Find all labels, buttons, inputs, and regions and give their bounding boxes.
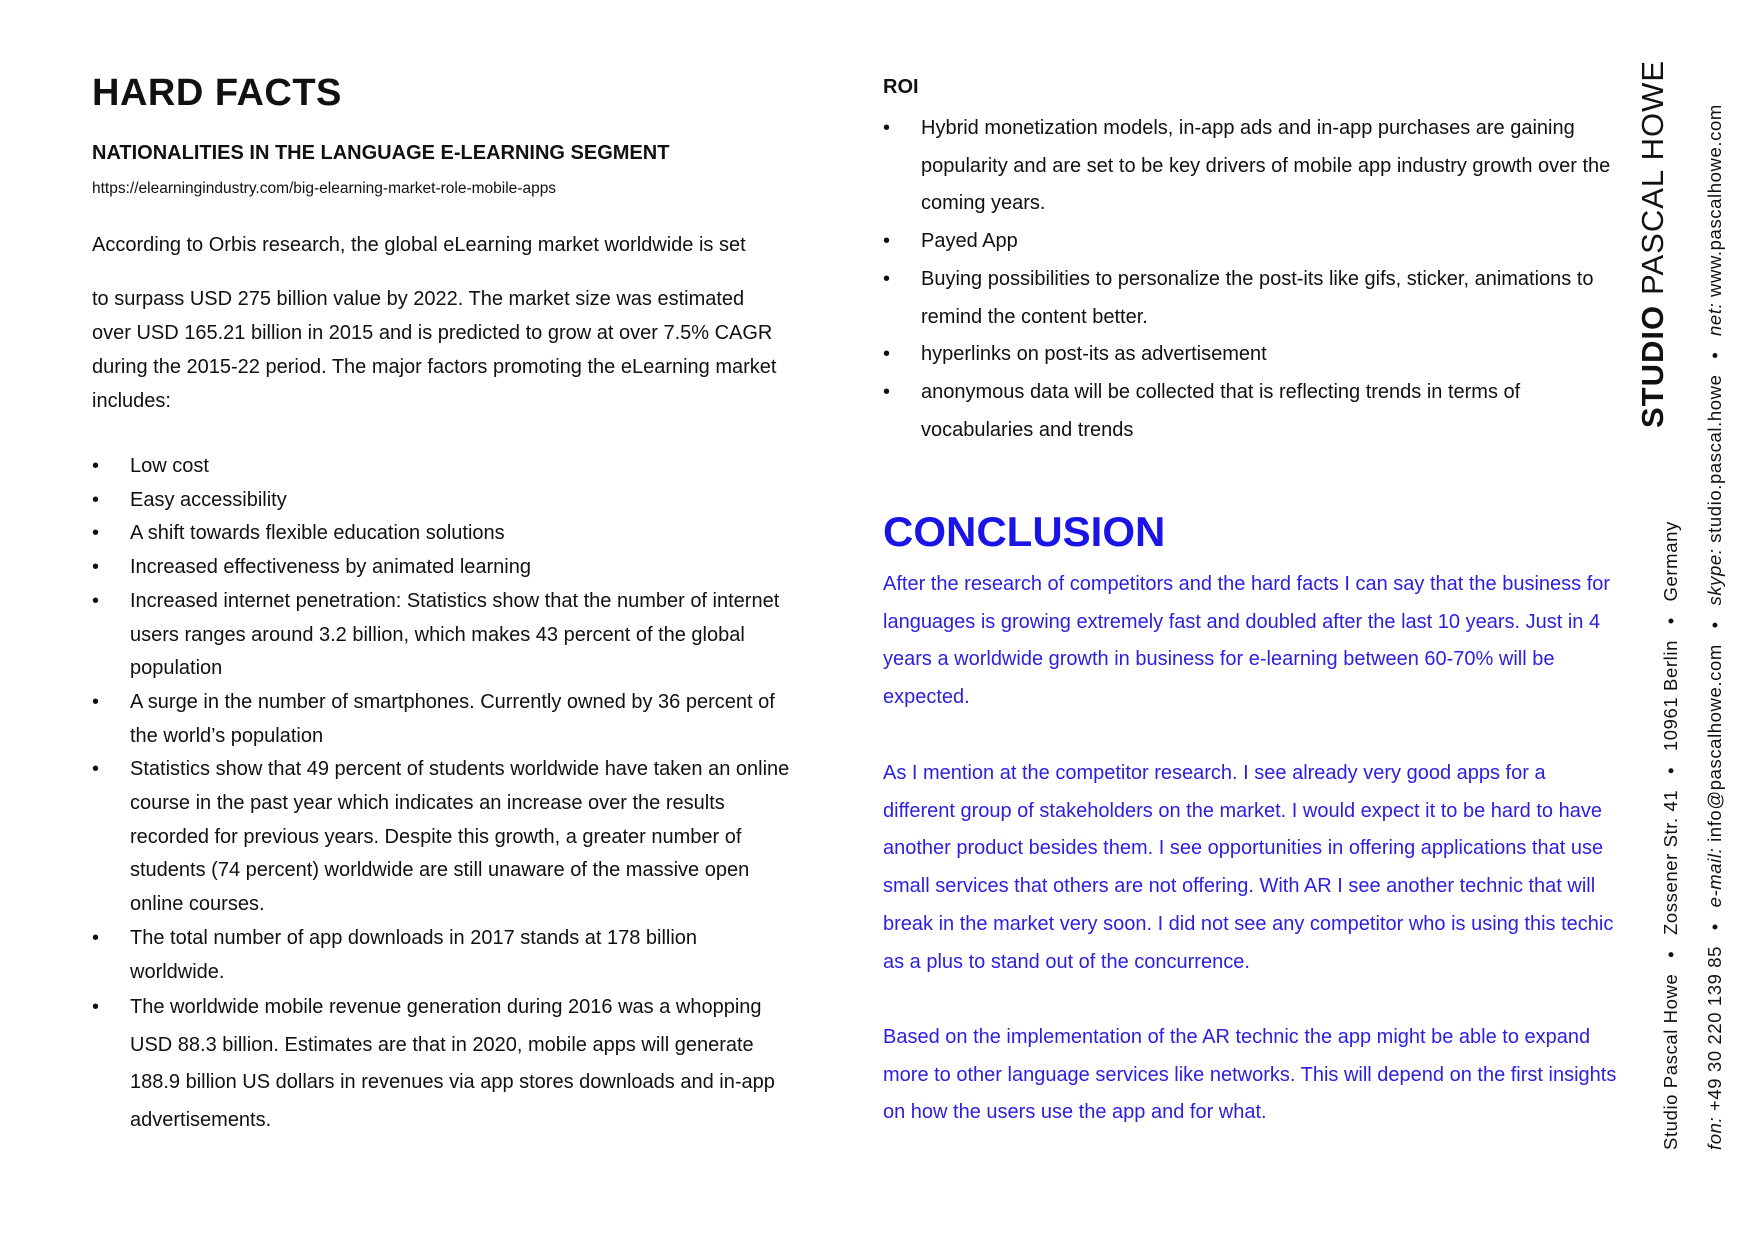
list-item: • A surge in the number of smartphones. Currently owned by 36 percent of the world’s population bbox=[92, 686, 792, 753]
separator-dot: • bbox=[1660, 617, 1681, 625]
list-item: • Low cost bbox=[92, 450, 792, 484]
address-street: Zossener Str. 41 bbox=[1660, 789, 1681, 936]
list-item: • A shift towards flexible education solutions bbox=[92, 517, 792, 551]
bullet-icon: • bbox=[92, 522, 100, 545]
separator-dot: • bbox=[1704, 351, 1725, 359]
address-city: 10961 Berlin bbox=[1660, 640, 1681, 752]
roi-list bbox=[883, 110, 1623, 449]
list-item: • The total number of app downloads in 2017 stands at 178 billion worldwide. bbox=[92, 922, 792, 989]
address-country: Germany bbox=[1660, 521, 1681, 602]
fon-label: fon: bbox=[1704, 1116, 1725, 1150]
list-item: • Statistics show that 49 percent of students worldwide have taken an online course in the past year which indicates an increase over the results recorded for previous years. Despite this growth, a greater number of students (74 percent) worldwide are still unaware of the massive open online courses. bbox=[92, 753, 792, 922]
separator-dot: • bbox=[1660, 950, 1681, 958]
separator-dot: • bbox=[1704, 923, 1725, 931]
bullet-icon: • bbox=[92, 758, 100, 781]
brand-bold: STUDIO bbox=[1635, 304, 1670, 428]
bullet-icon: • bbox=[92, 589, 100, 612]
studio-address bbox=[1660, 521, 1682, 1150]
studio-brand bbox=[1635, 60, 1671, 428]
email-value[interactable]: info@pascalhowe.com bbox=[1704, 644, 1725, 842]
hard-facts-title: HARD FACTS bbox=[92, 72, 342, 114]
skype-value[interactable]: studio.pascal.howe bbox=[1704, 374, 1725, 543]
address-name: Studio Pascal Howe bbox=[1660, 973, 1681, 1150]
conclusion-heading: CONCLUSION bbox=[883, 508, 1166, 555]
roi-heading: ROI bbox=[883, 76, 919, 98]
segment-subtitle: NATIONALITIES IN THE LANGUAGE E-LEARNING SEGMENT bbox=[92, 142, 670, 164]
list-item: • Increased effectiveness by animated learning bbox=[92, 551, 792, 585]
bullet-icon: • bbox=[92, 690, 100, 713]
list-item: • anonymous data will be collected that is reflecting trends in terms of vocabularies and trends bbox=[883, 374, 1623, 449]
source-link[interactable]: https://elearningindustry.com/big-elearning-market-role-mobile-apps bbox=[92, 180, 557, 197]
list-item: • hyperlinks on post-its as advertisement bbox=[883, 336, 1623, 374]
net-value[interactable]: www.pascalhowe.com bbox=[1704, 104, 1725, 297]
list-item: • The worldwide mobile revenue generation during 2016 was a whopping USD 88.3 billion. Estimates are that in 2020, mobile apps will generate 188.9 billion US dollars in revenues via app stores downloads and in-app advertisements. bbox=[92, 989, 792, 1139]
net-label: net: bbox=[1704, 302, 1725, 336]
bullet-icon: • bbox=[883, 380, 891, 403]
list-item: • Easy accessibility bbox=[92, 484, 792, 518]
studio-contact bbox=[1704, 104, 1726, 1150]
market-paragraph: to surpass USD 275 billion value by 2022. The market size was estimated over USD 165.21 billion in 2015 and is predicted to grow at over 7.5% CAGR during the 2015-22 period. The major factors promoting the eLearning market includes: bbox=[92, 288, 777, 412]
bullet-icon: • bbox=[883, 230, 891, 253]
conclusion-paragraph-3: Based on the implementation of the AR technic the app might be able to expand more to other language services like networks. This will depend on the first insights on how the users use the app and for what. bbox=[883, 1026, 1617, 1124]
market-factors-list bbox=[92, 450, 792, 1139]
bullet-icon: • bbox=[883, 343, 891, 366]
separator-dot: • bbox=[1704, 621, 1725, 629]
bullet-icon: • bbox=[92, 926, 100, 949]
separator-dot: • bbox=[1660, 766, 1681, 774]
intro-paragraph: According to Orbis research, the global eLearning market worldwide is set bbox=[92, 234, 746, 256]
list-item: • Hybrid monetization models, in-app ads and in-app purchases are gaining popularity and are set to be key drivers of mobile app industry growth over the coming years. bbox=[883, 110, 1623, 223]
bullet-icon: • bbox=[883, 117, 891, 139]
list-item: • Increased internet penetration: Statistics show that the number of internet users ranges around 3.2 billion, which makes 43 percent of the global population bbox=[92, 585, 792, 686]
list-item: • Payed App bbox=[883, 223, 1623, 261]
email-label: e-mail: bbox=[1704, 847, 1725, 908]
bullet-icon: • bbox=[92, 556, 100, 579]
conclusion-paragraph-2: As I mention at the competitor research. I see already very good apps for a different group of stakeholders on the market. I would expect it to be hard to have another product besides them. I see opportunities in offering applications that use small services that others are not offering. With AR I see another technic that will break in the market very soon. I did not see any competitor who is using this techic as a plus to stand out of the concurrence. bbox=[883, 762, 1614, 973]
brand-light: PASCAL HOWE bbox=[1635, 59, 1670, 295]
bullet-icon: • bbox=[92, 996, 100, 1019]
skype-label: skype: bbox=[1704, 548, 1725, 606]
conclusion-paragraph-1: After the research of competitors and the hard facts I can say that the business for languages is growing extremely fast and doubled after the last 10 years. Just in 4 years a worldwide growth in business for e-learning between 60-70% will be expected. bbox=[883, 573, 1611, 709]
bullet-icon: • bbox=[92, 455, 100, 477]
bullet-icon: • bbox=[883, 267, 891, 290]
fon-value[interactable]: +49 30 220 139 85 bbox=[1704, 945, 1725, 1111]
bullet-icon: • bbox=[92, 488, 100, 511]
list-item: • Buying possibilities to personalize the post-its like gifs, sticker, animations to remind the content better. bbox=[883, 261, 1623, 336]
